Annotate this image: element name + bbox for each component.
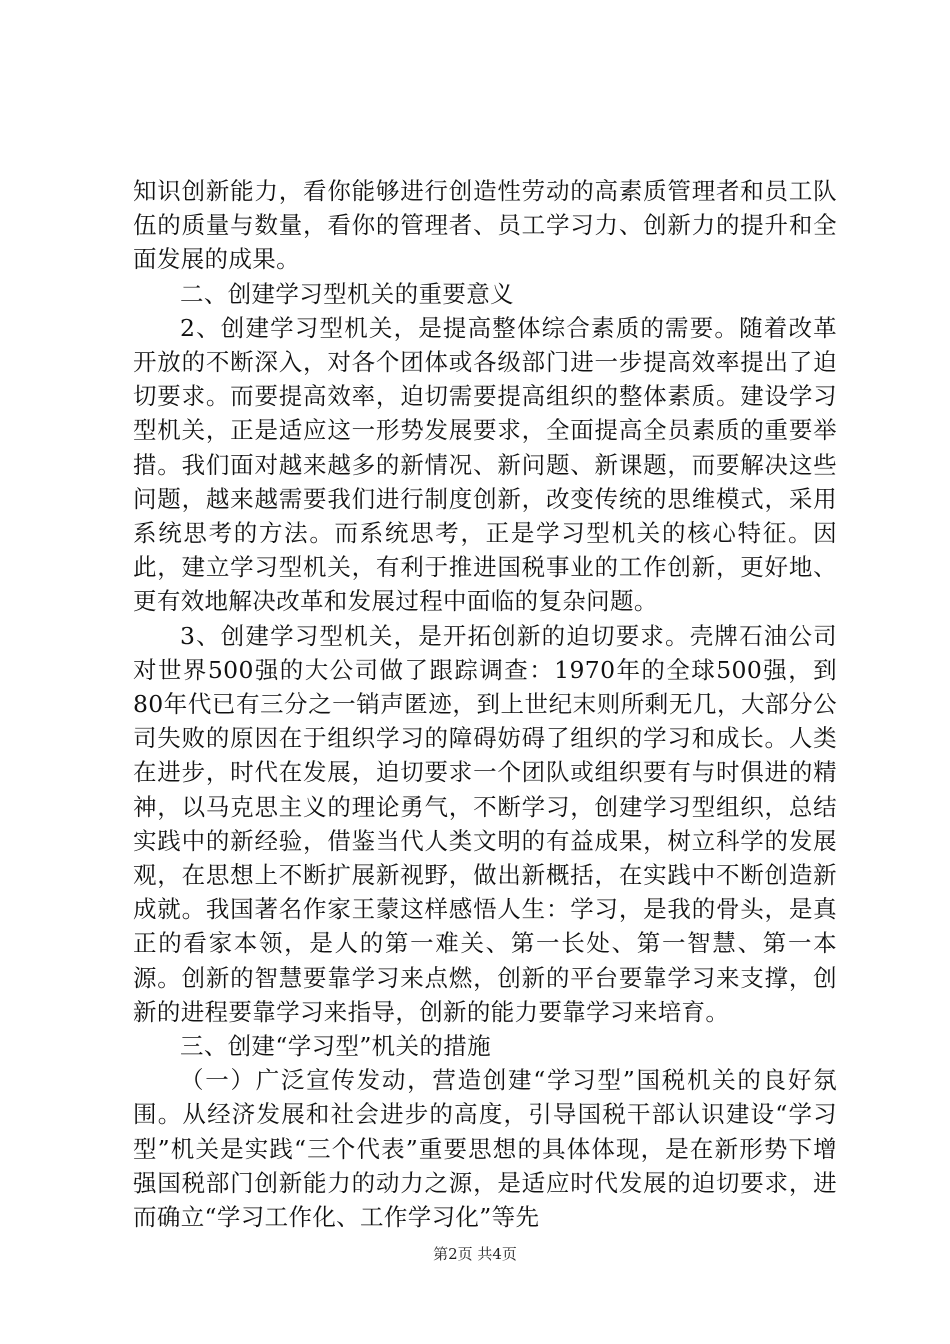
document-body <box>133 174 837 1234</box>
page-footer <box>0 1244 950 1264</box>
page-number-label: 第2页 共4页 <box>433 1245 517 1263</box>
paragraph-publicity: （一）广泛宣传发动，营造创建“学习型”国税机关的良好氛围。从经济发展和社会进步的高度，引导国税干部认识建设“学习型”机关是实践“三个代表”重要思想的具体体现，是在新形势下增强国税部门创新能力的动力之源，是适应时代发展的迫切要求，进而确立“学习工作化、工作学习化”等先 <box>133 1066 837 1232</box>
section-heading-measures: 三、创建“学习型”机关的措施 <box>180 1032 491 1061</box>
paragraph-innovation: 3、创建学习型机关，是开拓创新的迫切要求。壳牌石油公司对世界500强的大公司做了跟踪调查：1970年的全球500强，到80年代已有三分之一销声匿迹，到上世纪末则所剩无几，大部分公司失败的原因在于组织学习的障碍妨碍了组织的学习和成长。人类在进步，时代在发展，迫切要求一个团队或组织要有与时俱进的精神，以马克思主义的理论勇气，不断学习，创建学习型组织，总结实践中的新经验，借鉴当代人类文明的有益成果，树立科学的发展观，在思想上不断扩展新视野，做出新概括，在实践中不断创造新成就。我国著名作家王蒙这样感悟人生：学习，是我的骨头，是真正的看家本领，是人的第一难关、第一长处、第一智慧、第一本源。创新的智慧要靠学习来点燃，创新的平台要靠学习来支撑，创新的进程要靠学习来指导，创新的能力要靠学习来培育。 <box>133 621 837 1026</box>
continuation-paragraph: 知识创新能力，看你能够进行创造性劳动的高素质管理者和员工队伍的质量与数量，看你的管理者、员工学习力、创新力的提升和全面发展的成果。 <box>133 177 837 274</box>
paragraph-overall-quality: 2、创建学习型机关，是提高整体综合素质的需要。随着改革开放的不断深入，对各个团体或各级部门进一步提高效率提出了迫切要求。而要提高效率，迫切需要提高组织的整体素质。建设学习型机关，正是适应这一形势发展要求，全面提高全员素质的重要举措。我们面对越来越多的新情况、新问题、新课题，而要解决这些问题，越来越需要我们进行制度创新，改变传统的思维模式，采用系统思考的方法。而系统思考，正是学习型机关的核心特征。因此，建立学习型机关，有利于推进国税事业的工作创新，更好地、更有效地解决改革和发展过程中面临的复杂问题。 <box>133 313 837 616</box>
section-heading-significance: 二、创建学习型机关的重要意义 <box>180 279 514 308</box>
